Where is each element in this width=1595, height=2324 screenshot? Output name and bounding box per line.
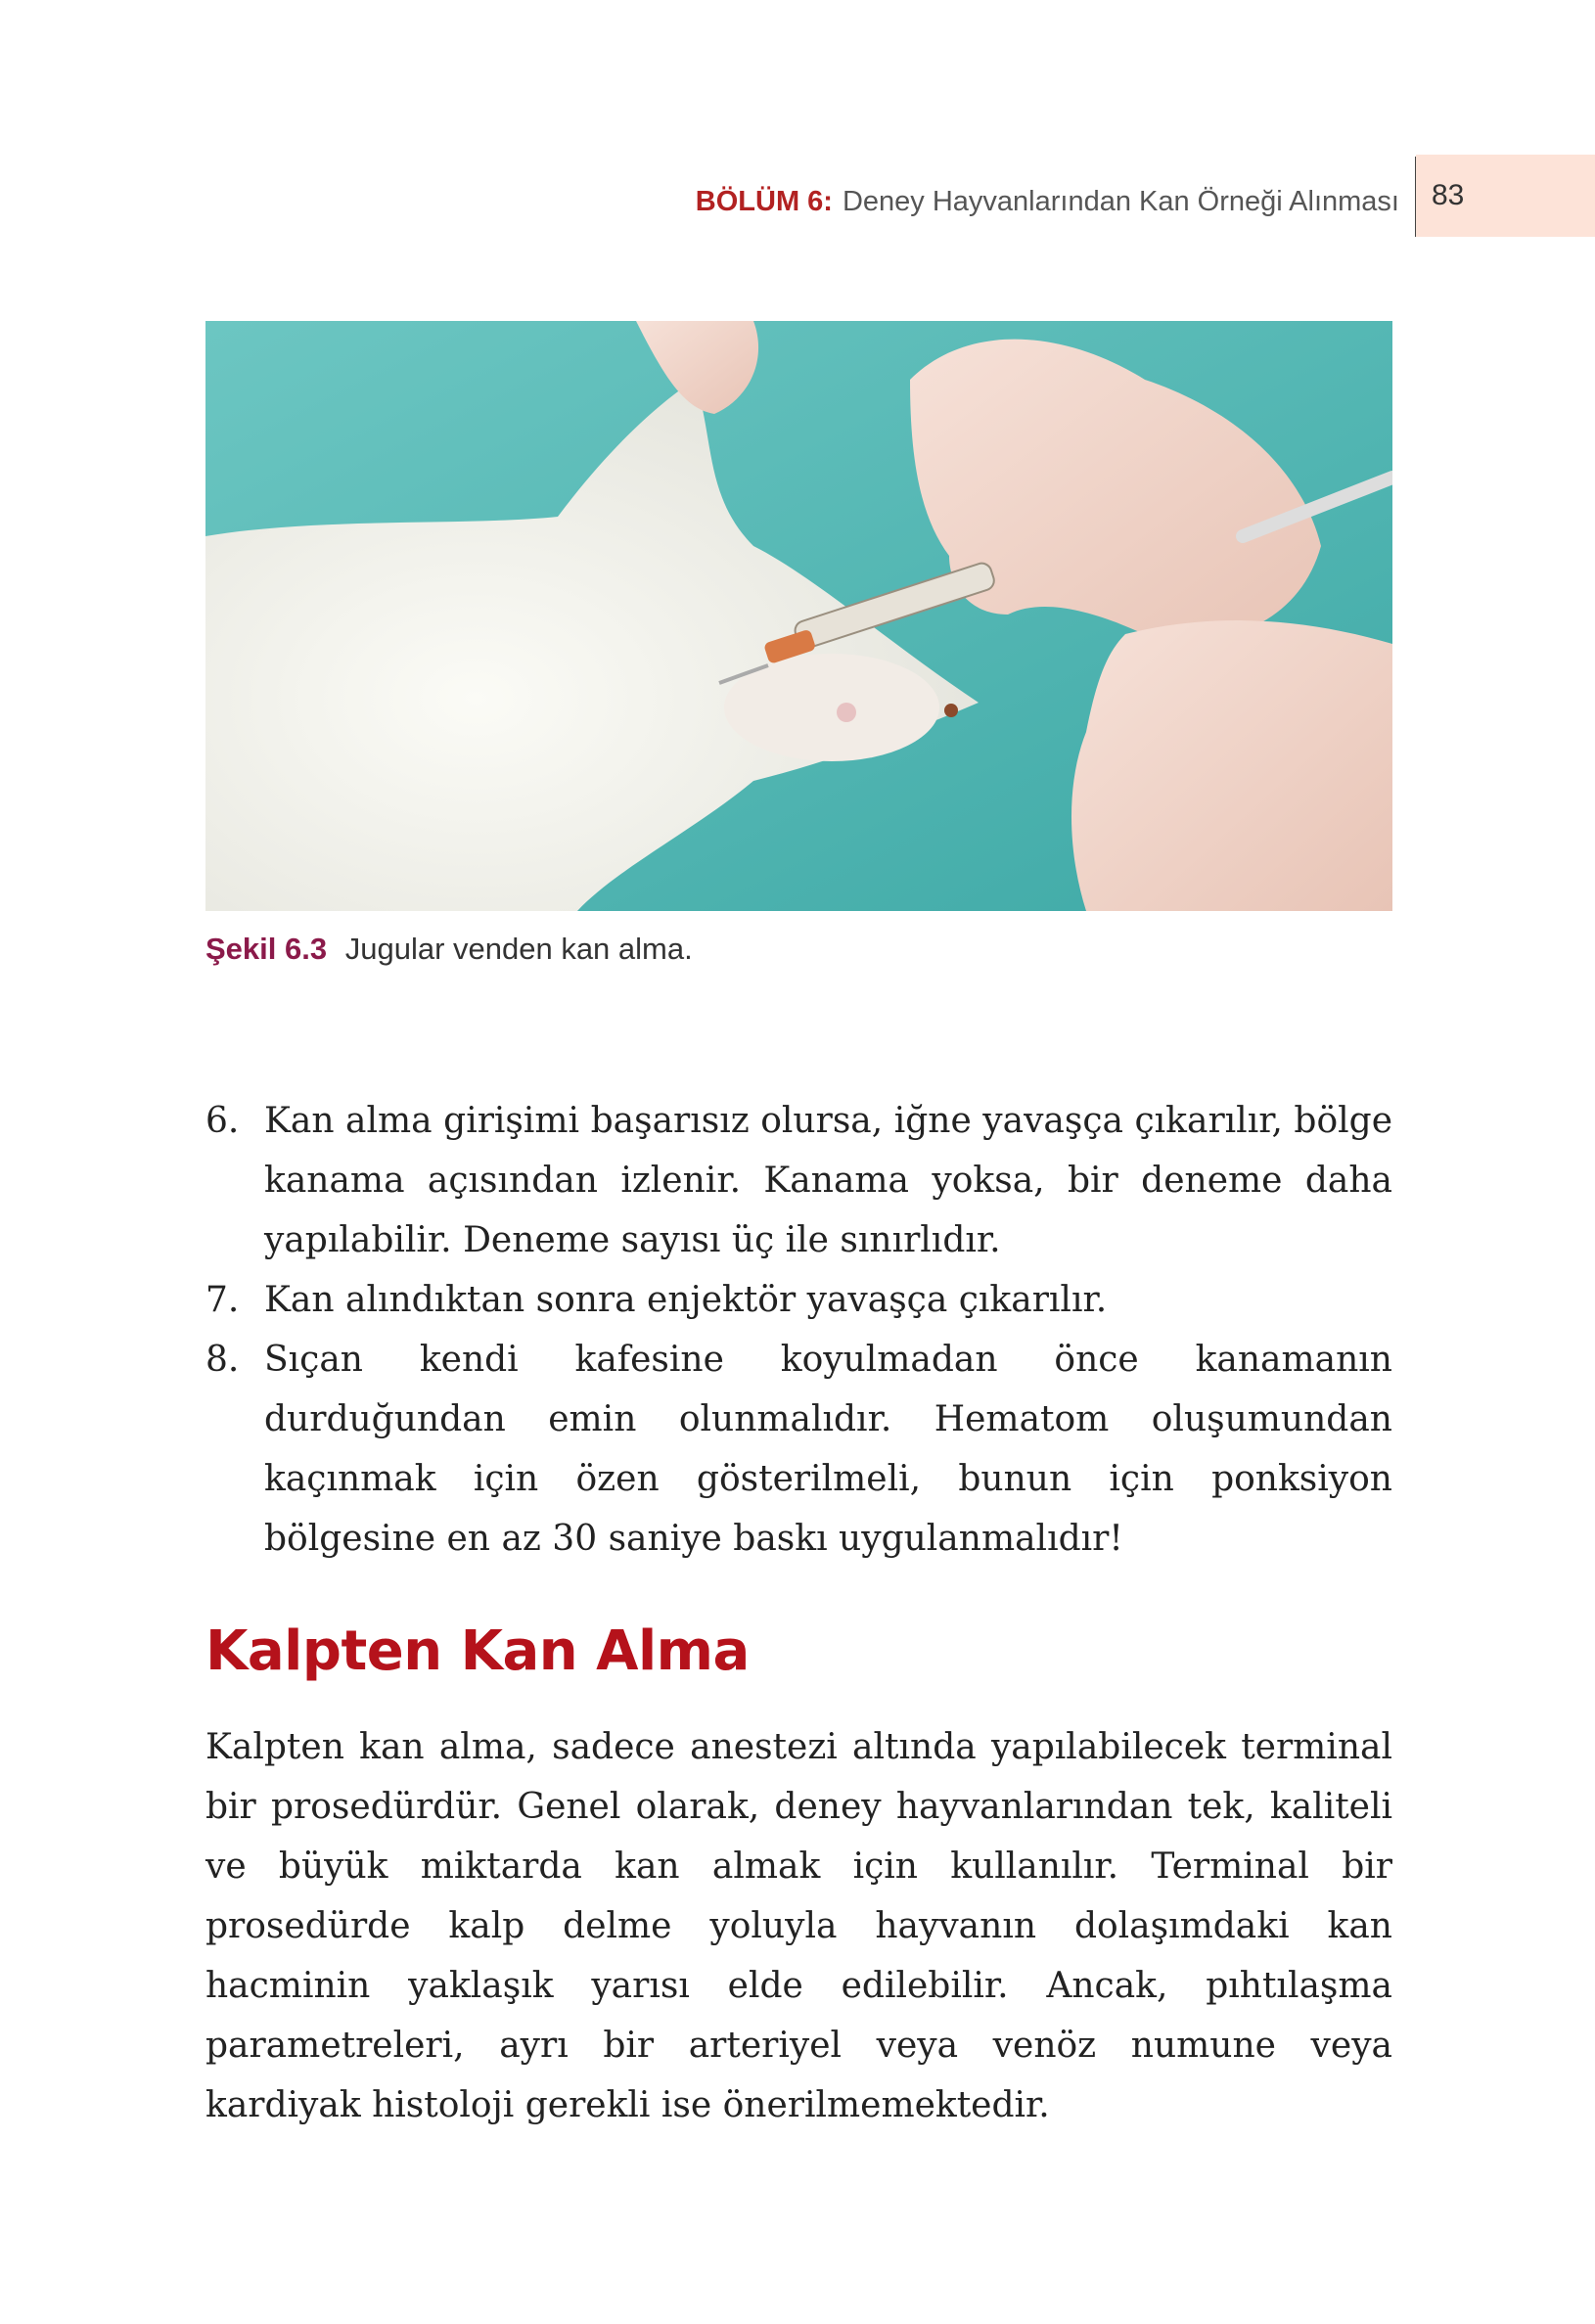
figure-caption-text: Jugular venden kan alma. — [344, 932, 693, 966]
rat-jugular-photo — [205, 321, 1392, 911]
figure-label: Şekil 6.3 — [205, 932, 328, 966]
page-number-box — [1416, 155, 1595, 237]
step-text: Sıçan kendi kafesine koyulmadan önce kanamanın durduğundan emin olunmalıdır. Hematom oluşumundan kaçınmak için özen gösterilmeli, bunun için ponksiyon bölgesine en az 30 saniye baskı uygulanmalıdır! — [264, 1340, 1392, 1559]
chapter-label: BÖLÜM 6: — [695, 185, 833, 217]
list-item — [205, 1330, 1392, 1569]
numbered-steps — [205, 1091, 1392, 1569]
running-header — [696, 172, 1399, 231]
step-number: 6. — [205, 1101, 240, 1141]
chapter-title: Deney Hayvanlarından Kan Örneği Alınması — [842, 185, 1399, 217]
list-item — [205, 1091, 1392, 1270]
section-heading: Kalpten Kan Alma — [205, 1619, 750, 1683]
list-item — [205, 1270, 1392, 1330]
section-paragraph: Kalpten kan alma, sadece anestezi altında yapılabilecek terminal bir prosedürdür. Genel olarak, deney hayvanlarından tek, kaliteli ve büyük miktarda kan almak için kullanılır. Terminal bir prosedürde kalp delme yoluyla hayvanın dolaşımdaki kan hacminin yaklaşık yarısı elde edilebilir. Ancak, pıhtılaşma parametreleri, ayrı bir arteriyel veya venöz numune veya kardiyak histoloji gerekli ise önerilmemektedir. — [205, 1727, 1392, 2125]
step-text: Kan alındıktan sonra enjektör yavaşça çıkarılır. — [264, 1280, 1108, 1320]
step-number: 8. — [205, 1340, 240, 1380]
step-text: Kan alma girişimi başarısız olursa, iğne yavaşça çıkarılır, bölge kanama açısından izlenir. Kanama yoksa, bir deneme daha yapılabilir. Deneme sayısı üç ile sınırlıdır. — [264, 1101, 1392, 1260]
step-number: 7. — [205, 1280, 240, 1320]
figure-photo — [205, 321, 1392, 911]
page-number: 83 — [1432, 179, 1465, 211]
figure-caption — [205, 932, 693, 967]
